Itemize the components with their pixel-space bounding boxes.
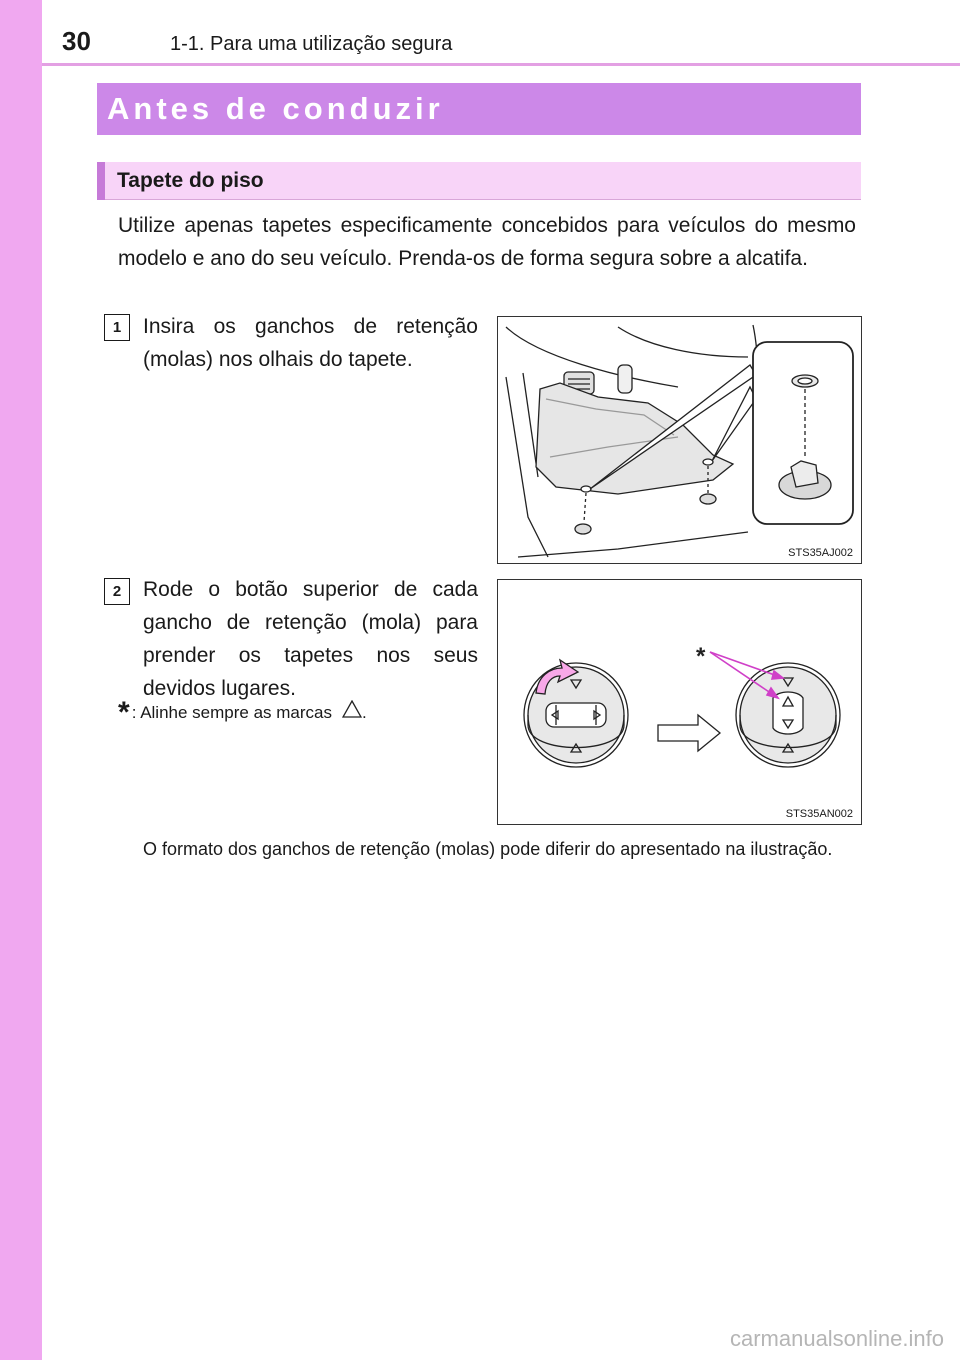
- figure-star-label: *: [696, 643, 706, 670]
- footnote-star: *: [118, 696, 130, 729]
- footnote: [118, 696, 367, 729]
- subsection-accent-bar: [97, 162, 105, 200]
- chapter-heading: 1-1. Para uma utilização segura: [170, 33, 453, 55]
- section-title-text: Antes de conduzir: [107, 91, 444, 126]
- intro-paragraph: Utilize apenas tapetes especificamente concebidos para veículos do mesmo modelo e ano do seu veículo. Prenda-os de forma segura sobre a alcatifa.: [118, 214, 856, 270]
- triangle-mark-icon: [342, 700, 362, 723]
- header-rule: [42, 63, 960, 66]
- step-1-text: Insira os ganchos de retenção (molas) nos olhais do tapete.: [143, 315, 478, 371]
- figure-code: STS35AN002: [785, 808, 853, 820]
- figure-retention-hook: [497, 579, 862, 825]
- retention-hook-illustration: [498, 580, 860, 823]
- step-badge-2: 2: [104, 578, 130, 605]
- subsection-title: [97, 162, 861, 200]
- footnote-text: : Alinhe sempre as marcas: [131, 703, 332, 722]
- watermark: carmanualsonline.info: [729, 1326, 944, 1351]
- figure-code: STS35AJ002: [788, 547, 853, 559]
- step-2-text: Rode o botão superior de cada gancho de retenção (mola) para prender os tapetes nos seus devidos lugares.: [143, 578, 478, 700]
- section-title: [97, 83, 861, 135]
- step-badge-1: 1: [104, 314, 130, 341]
- floor-mat-illustration: [498, 317, 860, 562]
- figure-floor-mat: [497, 316, 862, 564]
- left-margin-stripe: [0, 0, 42, 1360]
- subsection-title-text: Tapete do piso: [117, 168, 264, 192]
- note-paragraph: O formato dos ganchos de retenção (molas) pode diferir do apresentado na ilustração.: [143, 839, 833, 859]
- page-number: 30: [62, 26, 91, 56]
- footnote-end: .: [362, 703, 367, 722]
